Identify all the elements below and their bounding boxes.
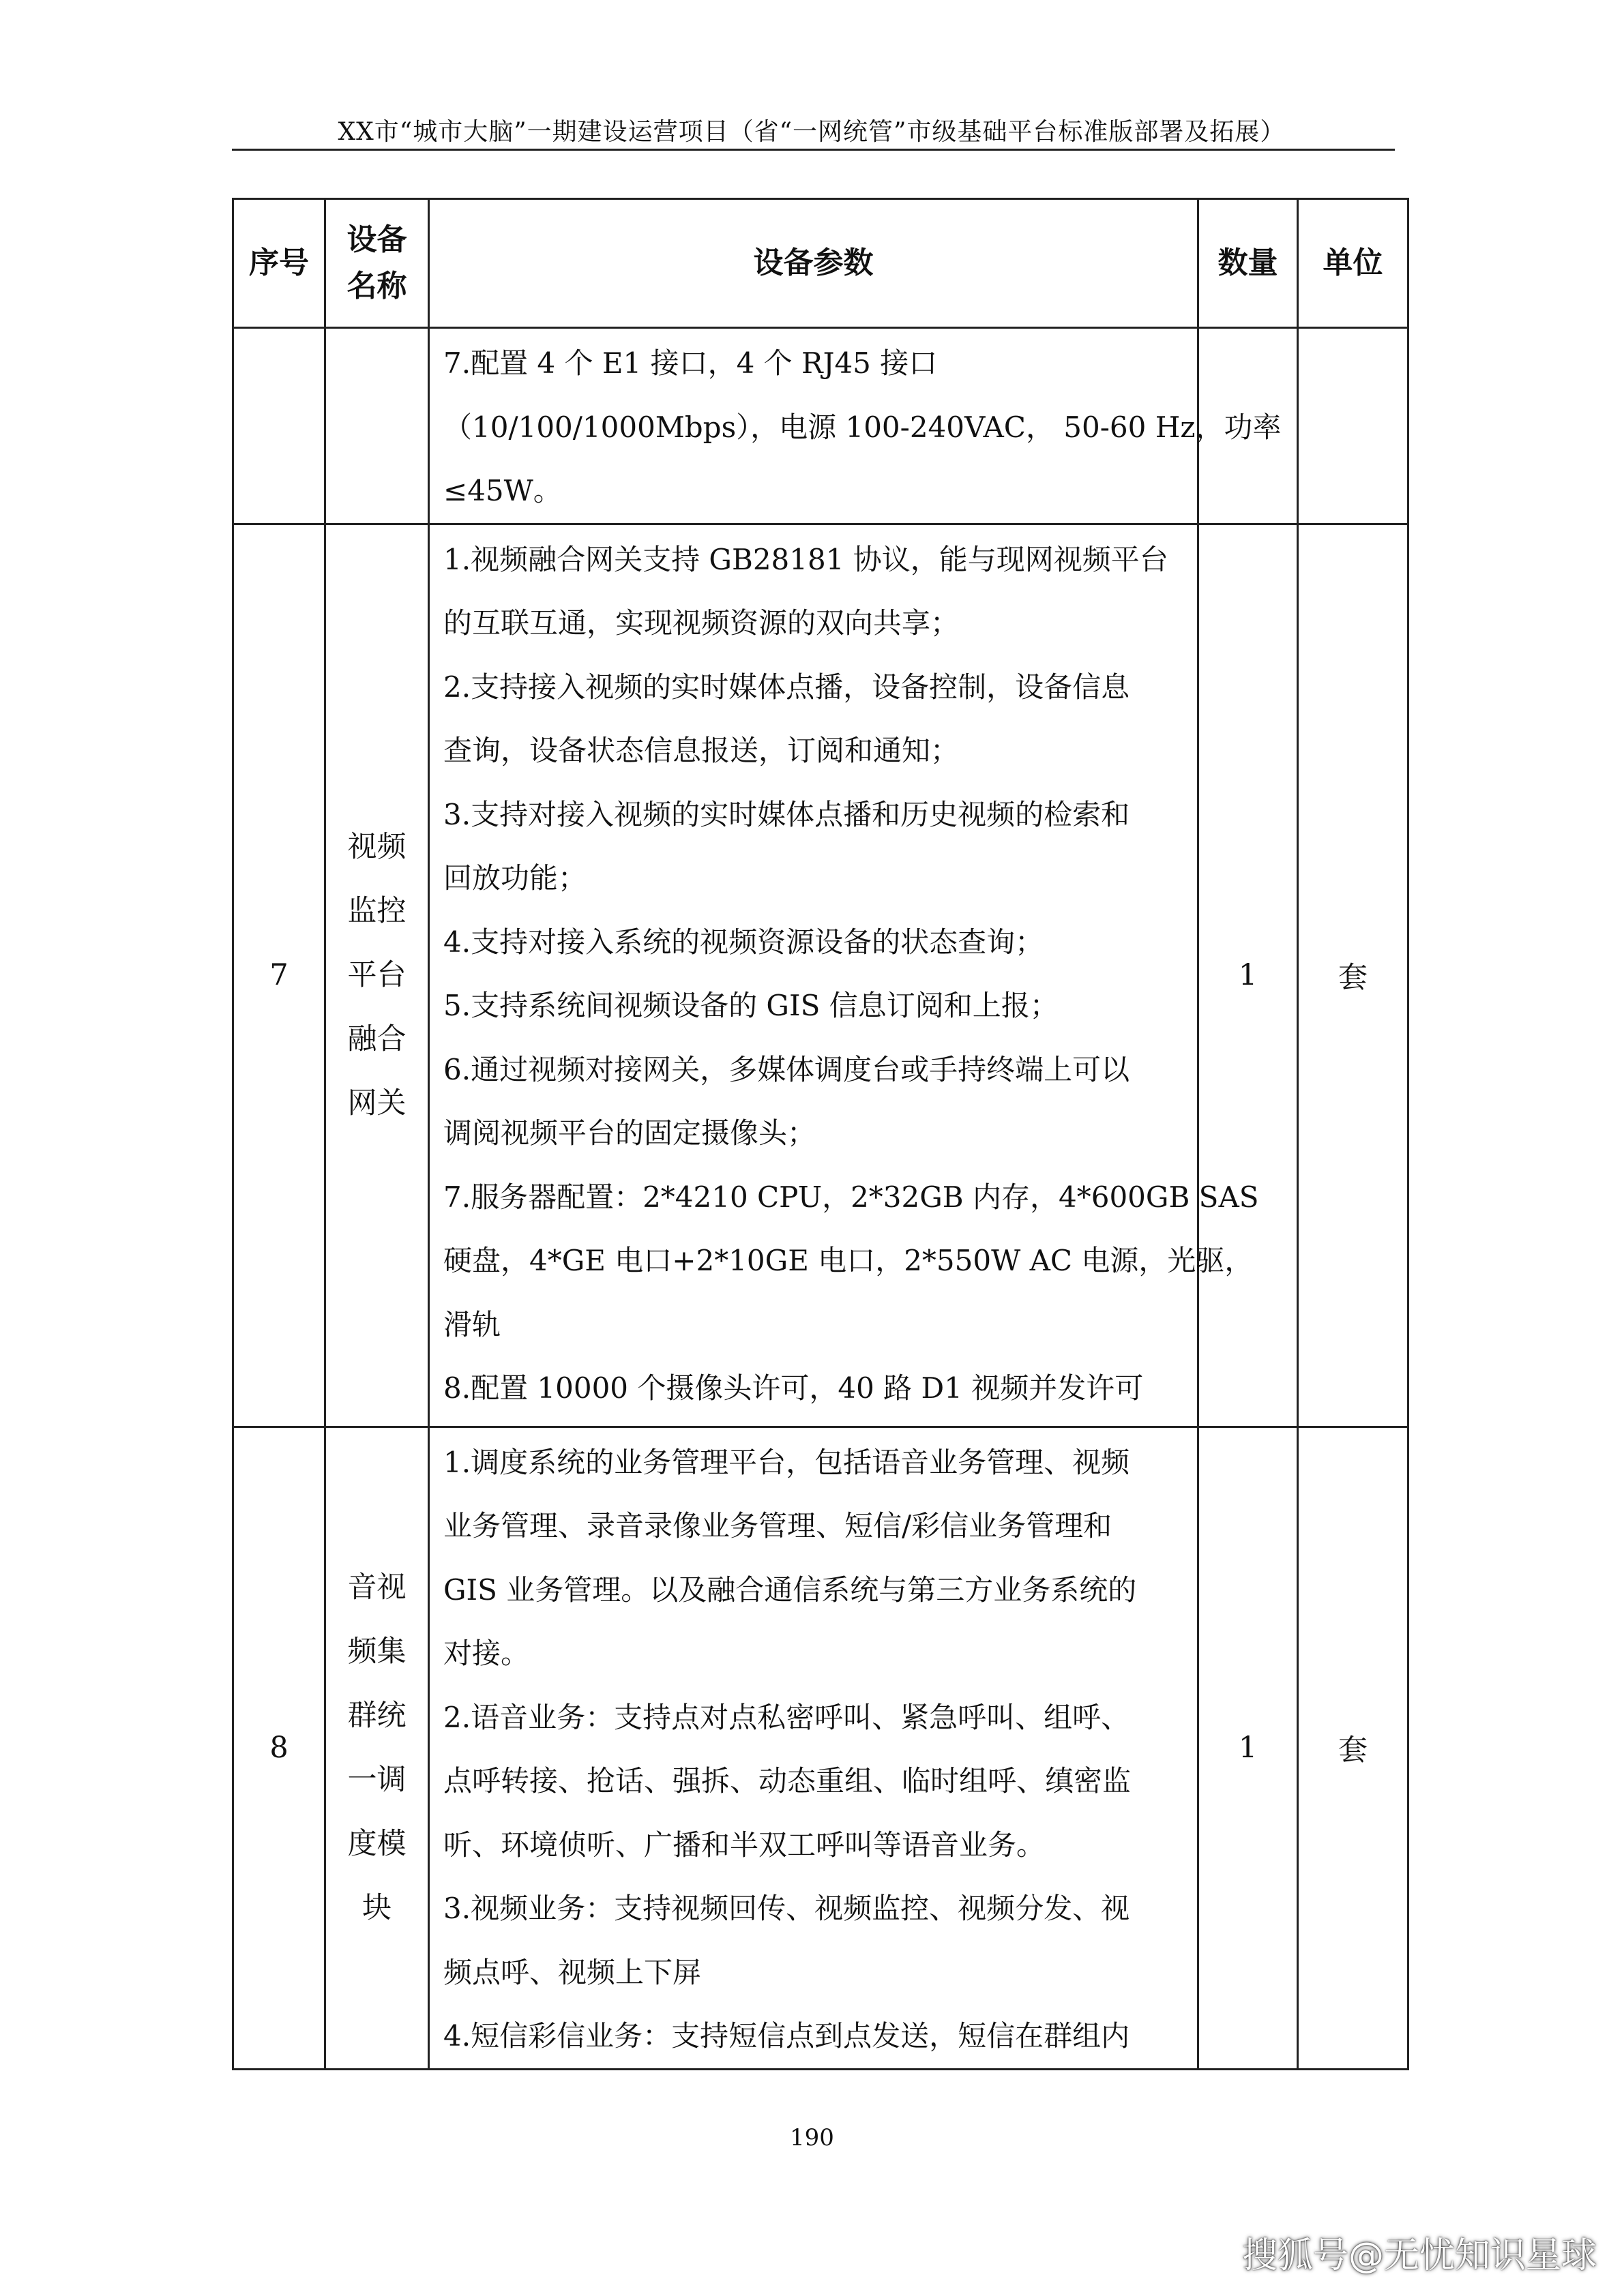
device-name-line: 块 <box>362 1891 392 1925</box>
param-line: 查询，设备状态信息报送，订阅和通知； <box>443 734 960 767</box>
table-row <box>233 328 1408 524</box>
param-line: 6.通过视频对接网关，多媒体调度台或手持终端上可以 <box>443 1052 1130 1086</box>
param-line: 听、环境侦听、广播和半双工呼叫等语音业务。 <box>443 1828 1046 1862</box>
device-name-line: 度模 <box>347 1827 407 1861</box>
param-line: 7.配置 4 个 E1 接口，4 个 RJ45 接口 <box>443 346 938 380</box>
device-name-line: 融合 <box>347 1022 407 1056</box>
table-header-row <box>233 199 1408 328</box>
param-line: 4.短信彩信业务：支持短信点到点发送，短信在群组内 <box>443 2019 1130 2053</box>
device-name-line: 一调 <box>347 1763 407 1797</box>
device-name-line: 音视 <box>347 1570 407 1605</box>
row-params <box>429 524 1259 1427</box>
param-line: 对接。 <box>443 1637 530 1670</box>
param-line: 5.支持系统间视频设备的 GIS 信息订阅和上报； <box>443 989 1059 1022</box>
param-line: 1.视频融合网关支持 GB28181 协议，能与现网视频平台 <box>443 542 1168 576</box>
row-index: 8 <box>233 1427 325 2069</box>
row-quantity: 1 <box>1198 524 1298 1427</box>
row-params <box>429 328 1282 524</box>
param-line: ≤45W。 <box>443 474 562 507</box>
row-quantity: 1 <box>1198 1427 1298 2069</box>
param-line: 4.支持对接入系统的视频资源设备的状态查询； <box>443 925 1044 959</box>
column-header-name <box>325 199 429 328</box>
param-line: 回放功能； <box>443 861 587 895</box>
param-line: 调阅视频平台的固定摄像头； <box>443 1116 816 1150</box>
param-line: （10/100/1000Mbps），电源 100-240VAC， 50-60 Hz，功率 <box>443 410 1282 444</box>
device-name-line: 频集 <box>347 1635 407 1669</box>
row-unit <box>1298 328 1408 524</box>
param-line: 滑轨 <box>443 1307 501 1341</box>
param-line: 频点呼、视频上下屏 <box>443 1955 702 1989</box>
row-unit: 套 <box>1298 1427 1408 2069</box>
row-device-name <box>325 1427 429 2069</box>
device-name-line: 平台 <box>347 958 407 992</box>
device-name-line: 监控 <box>347 894 407 928</box>
row-index <box>233 328 325 524</box>
param-line: 硬盘，4*GE 电口+2*10GE 电口，2*550W AC 电源，光驱， <box>443 1244 1254 1277</box>
table-row <box>233 524 1408 1427</box>
param-line: 的互联互通，实现视频资源的双向共享； <box>443 606 960 640</box>
param-line: 8.配置 10000 个摄像头许可，40 路 D1 视频并发许可 <box>443 1371 1144 1405</box>
row-device-name <box>325 328 429 524</box>
column-header-unit: 单位 <box>1298 199 1408 328</box>
device-name-line: 群统 <box>347 1699 407 1733</box>
param-line: 2.支持接入视频的实时媒体点播，设备控制，设备信息 <box>443 670 1130 704</box>
row-index: 7 <box>233 524 325 1427</box>
device-name-line: 网关 <box>347 1086 407 1120</box>
param-line: 点呼转接、抢话、强拆、动态重组、临时组呼、缜密监 <box>443 1764 1132 1798</box>
document-header-title: XX市“城市大脑”一期建设运营项目（省“一网统管”市级基础平台标准版部署及拓展） <box>338 118 1286 146</box>
column-header-quantity: 数量 <box>1198 199 1298 328</box>
param-line: GIS 业务管理。以及融合通信系统与第三方业务系统的 <box>443 1572 1137 1607</box>
row-device-name <box>325 524 429 1427</box>
param-line: 7.服务器配置：2*4210 CPU，2*32GB 内存，4*600GB SAS <box>443 1180 1259 1214</box>
param-line: 3.支持对接入视频的实时媒体点播和历史视频的检索和 <box>443 797 1130 831</box>
column-header-name-line2: 名称 <box>346 269 407 303</box>
param-line: 3.视频业务：支持视频回传、视频监控、视频分发、视 <box>443 1892 1130 1925</box>
param-line: 1.调度系统的业务管理平台，包括语音业务管理、视频 <box>443 1445 1130 1479</box>
column-header-index: 序号 <box>233 199 325 328</box>
column-header-name-line1: 设备 <box>346 222 407 257</box>
column-header-params: 设备参数 <box>429 199 1198 328</box>
table-row <box>233 1427 1408 2069</box>
row-unit: 套 <box>1298 524 1408 1427</box>
source-watermark: 搜狐号@无忧知识星球 <box>1241 2235 1597 2276</box>
param-line: 业务管理、录音录像业务管理、短信/彩信业务管理和 <box>443 1509 1112 1542</box>
header-divider <box>232 149 1395 151</box>
equipment-spec-table <box>232 198 1409 2070</box>
device-name-line: 视频 <box>347 830 407 864</box>
row-params <box>429 1427 1198 2069</box>
param-line: 2.语音业务：支持点对点私密呼叫、紧急呼叫、组呼、 <box>443 1700 1130 1734</box>
page-number: 190 <box>790 2124 834 2151</box>
